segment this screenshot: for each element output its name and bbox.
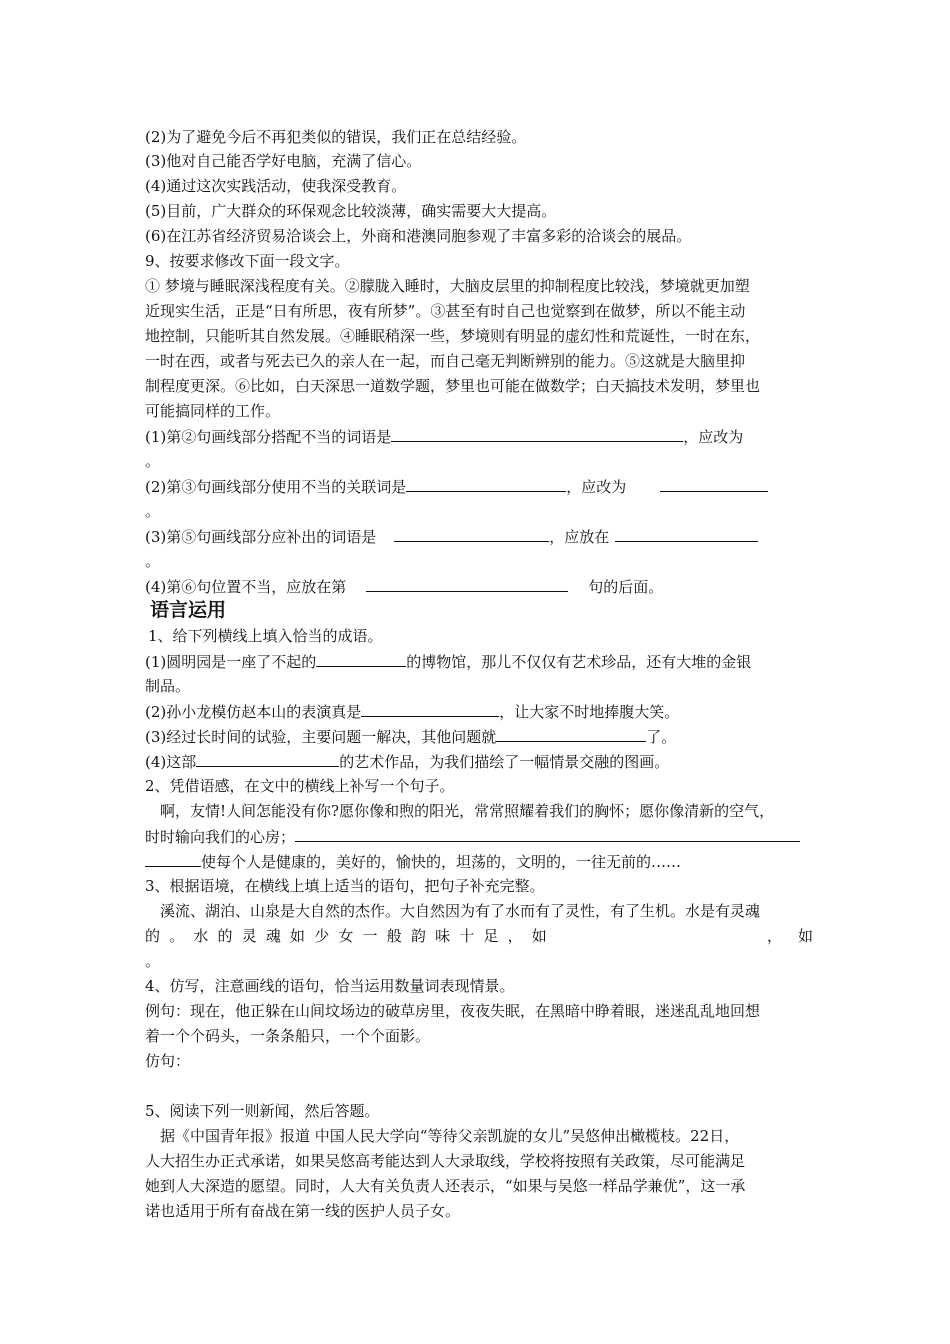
q9-s3-suffix: ，应放在 bbox=[549, 528, 610, 546]
q1-1-suffix: 的博物馆，那儿不仅仅有艺术珍品，还有大堆的金银 bbox=[406, 653, 752, 671]
lang-q1-item-2 bbox=[145, 699, 810, 723]
q9-passage-line: ① 梦境与睡眠深浅程度有关。②朦胧入睡时，大脑皮层里的抑制程度比较浅，梦境就更加塑 bbox=[145, 277, 750, 295]
lang-q1-title: 1、给下列横线上填入恰当的成语。 bbox=[148, 627, 383, 645]
q9-passage-line: 近现实生活，正是“日有所思，夜有所梦”。③甚至有时自己也觉察到在做梦，所以不能主动 bbox=[145, 302, 746, 320]
q2-line-prefix: 时时输向我们的心房； bbox=[145, 828, 296, 846]
section-title: 语言运用 bbox=[150, 599, 227, 621]
lang-q2-text bbox=[145, 849, 810, 873]
answer-blank[interactable] bbox=[394, 524, 549, 542]
lang-q4-example: 着一个个码头，一条条船只，一个个面影。 bbox=[145, 1027, 431, 1045]
lang-q5-news: 诺也适用于所有奋战在第一线的医护人员子女。 bbox=[145, 1202, 461, 1220]
q3-spread-char: 水 bbox=[193, 927, 209, 945]
q2-line-suffix: 使每个人是健康的，美好的，愉快的，坦荡的，文明的，一往无前的…… bbox=[201, 853, 682, 871]
lang-q3-spread-text bbox=[145, 924, 547, 948]
q9-passage-line: 地控制，只能听其自然发展。④睡眠稍深一些，梦境则有明显的虚幻性和荒诞性，一时在东， bbox=[145, 327, 761, 345]
answer-blank[interactable] bbox=[295, 824, 800, 842]
q9-title: 9、按要求修改下面一段文字。 bbox=[145, 252, 350, 270]
q9-subquestion-3 bbox=[145, 524, 810, 548]
error-sentence-6: (6)在江苏省经济贸易洽谈会上，外商和港澳同胞参观了丰富多彩的洽谈会的展品。 bbox=[145, 227, 692, 245]
q9-subquestion-2 bbox=[145, 474, 810, 498]
answer-blank[interactable] bbox=[391, 424, 683, 442]
q3-spread-char: 足 bbox=[483, 927, 499, 945]
q9-s4-prompt: (4)第⑥句位置不当，应放在第 bbox=[145, 578, 347, 596]
q3-spread-char: 一 bbox=[362, 927, 378, 945]
lang-q4-title: 4、仿写，注意画线的语句，恰当运用数量词表现情景。 bbox=[145, 977, 515, 995]
q9-passage-line: 可能搞同样的工作。 bbox=[145, 402, 281, 420]
q9-s3-prompt: (3)第⑤句画线部分应补出的词语是 bbox=[145, 528, 377, 546]
error-sentence-4: (4)通过这次实践活动，使我深受教育。 bbox=[145, 177, 407, 195]
q1-4-prefix: (4)这部 bbox=[145, 753, 197, 771]
q1-4-suffix: 的艺术作品，为我们描绘了一幅情景交融的图画。 bbox=[339, 753, 670, 771]
period-mark: 。 bbox=[145, 552, 161, 570]
error-sentence-5: (5)目前，广大群众的环保观念比较淡薄，确实需要大大提高。 bbox=[145, 202, 557, 220]
q9-s2-prompt: (2)第③句画线部分使用不当的关联词是 bbox=[145, 478, 407, 496]
lang-q4-example: 例句：现在，他正躲在山间坟场边的破草房里，夜夜失眠，在黑暗中睁着眼，迷迷乱乱地回想 bbox=[145, 1002, 761, 1020]
answer-blank[interactable] bbox=[615, 524, 758, 542]
period-mark: 。 bbox=[145, 502, 161, 520]
q1-1-prefix: (1)圆明园是一座了不起的 bbox=[145, 653, 317, 671]
q3-spread-char: 女 bbox=[338, 927, 354, 945]
q9-subquestion-4 bbox=[145, 574, 810, 598]
answer-blank[interactable] bbox=[406, 474, 566, 492]
lang-q1-item-1-cont: 制品。 bbox=[145, 677, 191, 695]
q9-s2-suffix: ，应改为 bbox=[566, 478, 627, 496]
q3-spread-char: 魂 bbox=[265, 927, 281, 945]
lang-q5-news: 据《中国青年报》报道 中国人民大学向“等待父亲凯旋的女儿”吴悠伸出橄榄枝。22日， bbox=[160, 1127, 740, 1145]
q3-spread-char: 的 bbox=[145, 927, 161, 945]
lang-q1-item-3 bbox=[145, 724, 810, 748]
q3-spread-char: 十 bbox=[459, 927, 475, 945]
lang-q2-text: 啊，友情!人间怎能没有你?愿你像和煦的阳光，常常照耀着我们的胸怀；愿你像清新的空气， bbox=[160, 802, 775, 820]
q3-spread-char: 少 bbox=[314, 927, 330, 945]
answer-blank[interactable] bbox=[316, 649, 406, 667]
lang-q4-imitation-label: 仿句： bbox=[145, 1052, 191, 1070]
lang-q3-text: 溪流、湖泊、山泉是大自然的杰作。大自然因为有了水而有了灵性，有了生机。水是有灵魂 bbox=[160, 902, 761, 920]
answer-blank[interactable] bbox=[196, 749, 339, 767]
q1-3-suffix: 了。 bbox=[646, 728, 677, 746]
answer-blank[interactable] bbox=[145, 849, 201, 867]
lang-q2-text bbox=[145, 824, 810, 848]
q9-s1-suffix: ，应改为 bbox=[683, 428, 744, 446]
q3-spread-char: 如 bbox=[531, 927, 547, 945]
lang-q1-item-1 bbox=[145, 649, 810, 673]
q3-spread-char: 灵 bbox=[241, 927, 257, 945]
answer-blank[interactable] bbox=[496, 724, 646, 742]
lang-q5-title: 5、阅读下列一则新闻，然后答题。 bbox=[145, 1102, 380, 1120]
q9-subquestion-1 bbox=[145, 424, 810, 448]
lang-q2-title: 2、凭借语感，在文中的横线上补写一个句子。 bbox=[145, 777, 455, 795]
answer-blank[interactable] bbox=[361, 699, 499, 717]
lang-q3-text bbox=[145, 924, 814, 948]
q3-spread-char: 。 bbox=[169, 927, 185, 945]
q1-2-suffix: ，让大家不时地捧腹大笑。 bbox=[499, 703, 680, 721]
q3-comma: ， bbox=[767, 927, 783, 945]
period-mark: 。 bbox=[145, 452, 161, 470]
q9-passage-line: 一时在西，或者与死去已久的亲人在一起，而自己毫无判断辨别的能力。⑤这就是大脑里抑 bbox=[145, 352, 746, 370]
lang-q5-news: 人大招生办正式承诺，如果吴悠高考能达到人大录取线，学校将按照有关政策，尽可能满足 bbox=[145, 1152, 746, 1170]
error-sentence-3: (3)他对自己能否学好电脑，充满了信心。 bbox=[145, 152, 422, 170]
q3-spread-char: 如 bbox=[290, 927, 306, 945]
q3-spread-char: 韵 bbox=[410, 927, 426, 945]
answer-blank[interactable] bbox=[660, 474, 768, 492]
q3-spread-char: 味 bbox=[435, 927, 451, 945]
q1-3-prefix: (3)经过长时间的试验，主要问题一解决，其他问题就 bbox=[145, 728, 497, 746]
q1-2-prefix: (2)孙小龙模仿赵本山的表演真是 bbox=[145, 703, 362, 721]
lang-q3-title: 3、根据语境，在横线上填上适当的语句，把句子补充完整。 bbox=[145, 877, 545, 895]
q3-spread-char: 的 bbox=[217, 927, 233, 945]
period-mark: 。 bbox=[145, 952, 161, 970]
q3-spread-char: ， bbox=[507, 927, 523, 945]
error-sentence-2: (2)为了避免今后不再犯类似的错误，我们正在总结经验。 bbox=[145, 128, 527, 146]
q3-spread-char: 般 bbox=[386, 927, 402, 945]
q9-passage-line: 制程度更深。⑥比如，白天深思一道数学题，梦里也可能在做数学；白天搞技术发明，梦里也 bbox=[145, 377, 761, 395]
answer-blank[interactable] bbox=[366, 574, 568, 592]
q3-end-char: 如 bbox=[798, 927, 814, 945]
lang-q1-item-4 bbox=[145, 749, 810, 773]
q9-s1-prompt: (1)第②句画线部分搭配不当的词语是 bbox=[145, 428, 392, 446]
lang-q5-news: 她到人大深造的愿望。同时，人大有关负责人还表示，“如果与吴悠一样品学兼优”，这一承 bbox=[145, 1177, 746, 1195]
q9-s4-suffix: 句的后面。 bbox=[588, 578, 664, 596]
